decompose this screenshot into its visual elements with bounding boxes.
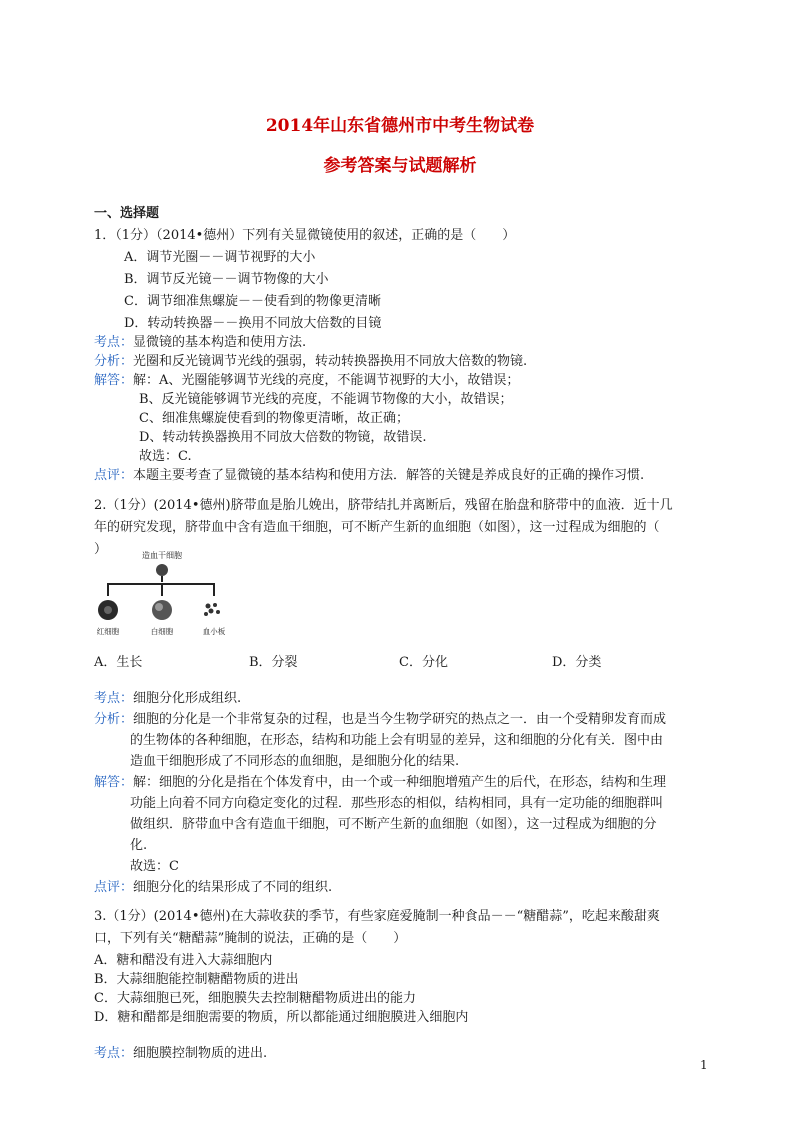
stem-cell-icon bbox=[156, 564, 168, 576]
q2-jieda-line-5: 故选：C bbox=[130, 859, 179, 874]
q3-option-a: A．糖和醋没有进入大蒜细胞内 bbox=[94, 953, 273, 968]
q2-dianping bbox=[94, 878, 332, 897]
q2-jieda-line-1: 解：细胞的分化是指在个体发育中，由一个或一种细胞增殖产生的后代，在形态，结构和生理 bbox=[133, 775, 667, 790]
q2-jieda-line-3: 做组织．脐带血中含有造血干细胞，可不断产生新的血细胞（如图），这一过程成为细胞的分 bbox=[130, 817, 657, 832]
q2-dianping-text: 细胞分化的结果形成了不同的组织. bbox=[133, 880, 333, 895]
q1-jieda-line-5: 故选：C. bbox=[139, 449, 192, 464]
q1-option-b: B．调节反光镜－－调节物像的大小 bbox=[124, 272, 329, 287]
blood-cell-diagram-svg bbox=[94, 548, 230, 638]
q1-jieda-line-2: B、反光镜能够调节光线的亮度，不能调节物像的大小，故错误； bbox=[139, 392, 513, 407]
stem-cell-label: 造血干细胞 bbox=[142, 551, 182, 560]
q1-jieda-label: 解答： bbox=[94, 373, 134, 388]
page-subtitle: 参考答案与试题解析 bbox=[323, 156, 477, 176]
q1-option-a: A．调节光圈－－调节视野的大小 bbox=[124, 250, 316, 265]
q2-fenxi-line-1: 细胞的分化是一个非常复杂的过程，也是当今生物学研究的热点之一．由一个受精卵发育而成 bbox=[133, 712, 667, 727]
q1-dianping-text: 本题主要考查了显微镜的基本结构和使用方法．解答的关键是养成良好的正确的操作习惯. bbox=[133, 468, 645, 483]
page-title: 2014年山东省德州市中考生物试卷 bbox=[265, 116, 535, 136]
q3-option-d: D．糖和醋都是细胞需要的物质，所以都能通过细胞膜进入细胞内 bbox=[94, 1010, 469, 1025]
q2-dianping-label: 点评： bbox=[94, 880, 134, 895]
red-cell-center bbox=[104, 606, 112, 614]
q2-kaodian-label: 考点： bbox=[94, 691, 134, 706]
q2-option-b: B．分裂 bbox=[249, 655, 298, 670]
q1-option-d: D．转动转换器－－换用不同放大倍数的目镜 bbox=[124, 316, 382, 331]
q3-kaodian bbox=[94, 1044, 267, 1063]
white-cell-label: 白细胞 bbox=[150, 627, 174, 636]
white-cell-icon bbox=[152, 600, 172, 620]
q2-stem-line-2: 年的研究发现，脐带血中含有造血干细胞，可不断产生新的血细胞（如图），这一过程成为细胞的（ bbox=[94, 520, 660, 535]
q3-stem-line-1: 3.（1分）(2014•德州)在大蒜收获的季节，有些家庭爱腌制一种食品－－“糖醋蒜”，吃起来酸甜爽 bbox=[94, 909, 660, 924]
q2-option-c: C．分化 bbox=[399, 655, 448, 670]
q2-kaodian-text: 细胞分化形成组织. bbox=[133, 691, 242, 706]
q2-stem-line-3: ） bbox=[94, 542, 108, 557]
q2-fenxi-line-3: 造血干细胞形成了不同形态的血细胞，是细胞分化的结果. bbox=[130, 754, 460, 769]
q1-option-c: C．调节细准焦螺旋－－使看到的物像更清晰 bbox=[124, 294, 381, 309]
q2-jieda-line-4: 化. bbox=[130, 838, 148, 853]
q1-stem: 1．（1分）（2014•德州）下列有关显微镜使用的叙述，正确的是（ ） bbox=[94, 228, 516, 243]
page-number: 1 bbox=[700, 1058, 708, 1072]
q1-jieda-line-1: 解：A、光圈能够调节光线的亮度，不能调节视野的大小，故错误； bbox=[133, 373, 520, 388]
q1-kaodian-label: 考点： bbox=[94, 335, 134, 350]
q1-jieda-line-4: D、转动转换器换用不同放大倍数的物镜，故错误. bbox=[139, 430, 427, 445]
q3-kaodian-text: 细胞膜控制物质的进出. bbox=[133, 1046, 268, 1061]
white-cell-nucleus bbox=[155, 603, 163, 611]
platelet-label: 血小板 bbox=[202, 627, 226, 636]
q2-fenxi-line-2: 的生物体的各种细胞，在形态，结构和功能上会有明显的差异，这和细胞的分化有关．图中由 bbox=[130, 733, 664, 748]
q3-stem-line-2: 口，下列有关“糖醋蒜”腌制的说法，正确的是（ ） bbox=[94, 931, 407, 946]
q2-option-d: D．分类 bbox=[552, 655, 602, 670]
q2-fenxi bbox=[94, 710, 666, 729]
red-cell-label: 红细胞 bbox=[96, 627, 120, 636]
platelet-icon bbox=[204, 603, 220, 616]
q2-jieda-label: 解答： bbox=[94, 775, 134, 790]
q1-fenxi-label: 分析： bbox=[94, 354, 134, 369]
q3-option-b: B．大蒜细胞能控制糖醋物质的进出 bbox=[94, 972, 299, 987]
q3-option-c: C．大蒜细胞已死，细胞膜失去控制糖醋物质进出的能力 bbox=[94, 991, 416, 1006]
q3-kaodian-label: 考点： bbox=[94, 1046, 134, 1061]
q2-jieda-line-2: 功能上向着不同方向稳定变化的过程．那些形态的相似，结构相同，具有一定功能的细胞群叫 bbox=[130, 796, 664, 811]
q1-jieda bbox=[94, 371, 519, 390]
q1-kaodian-text: 显微镜的基本构造和使用方法. bbox=[133, 335, 307, 350]
q2-stem-line-1: 2.（1分）(2014•德州)脐带血是胎儿娩出，脐带结扎并离断后，残留在胎盘和脐带中的血液．近十几 bbox=[94, 498, 673, 513]
q1-fenxi bbox=[94, 352, 527, 371]
q2-jieda bbox=[94, 773, 666, 792]
section-heading: 一、选择题 bbox=[94, 206, 160, 221]
q2-option-a: A．生长 bbox=[94, 655, 143, 670]
q1-kaodian bbox=[94, 333, 306, 352]
q2-fenxi-label: 分析： bbox=[94, 712, 134, 727]
blood-cell-diagram bbox=[94, 548, 230, 638]
q1-dianping bbox=[94, 466, 644, 485]
q1-dianping-label: 点评： bbox=[94, 468, 134, 483]
q1-fenxi-text: 光圈和反光镜调节光线的强弱，转动转换器换用不同放大倍数的物镜. bbox=[133, 354, 528, 369]
q2-kaodian bbox=[94, 689, 241, 708]
q1-jieda-line-3: C、细准焦螺旋使看到的物像更清晰，故正确； bbox=[139, 411, 409, 426]
